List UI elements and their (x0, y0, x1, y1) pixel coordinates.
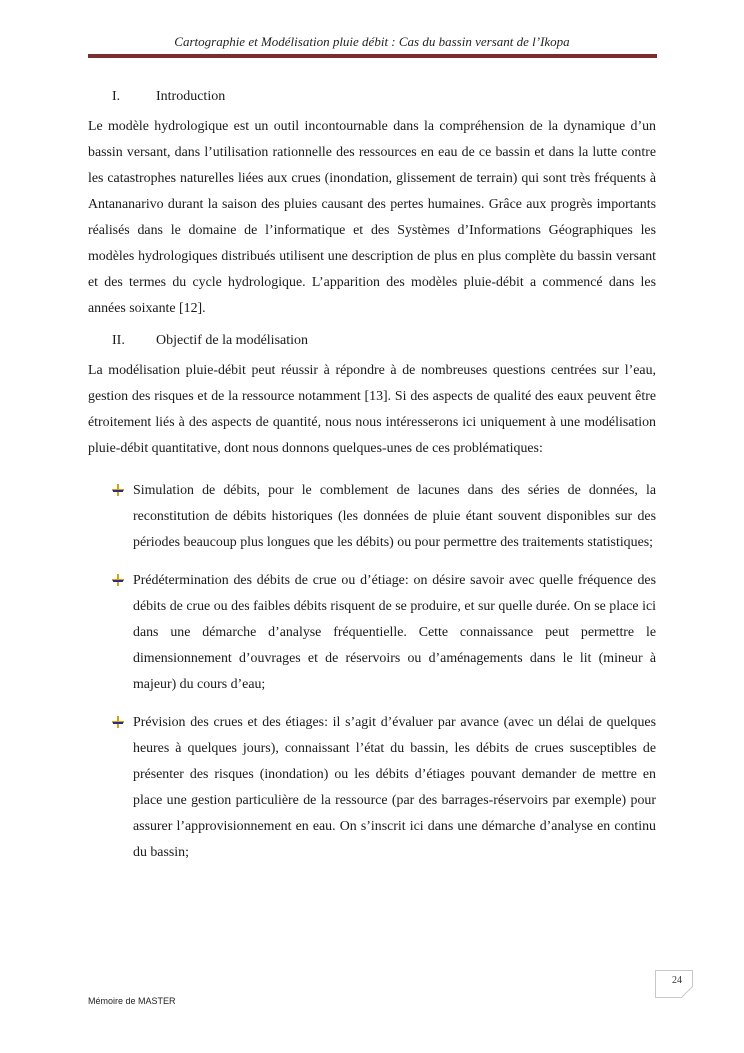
list-item (88, 478, 656, 556)
page-content (88, 86, 656, 878)
section-title: Objectif de la modélisation (156, 333, 309, 348)
section-heading-objectif (88, 330, 656, 352)
section-title: Introduction (156, 89, 226, 104)
list-item-text: Prédétermination des débits de crue ou d’étiage: on désire savoir avec quelle fréquence des débits de crue ou des faibles débits risquent de se produire, et sur quelle durée. On se place ici dans une démarche d’analyse fréquentielle. Cette connaissance peut permettre le dimensionnement d’ouvrages et de réservoirs ou d’aménagements dans le lit (mineur à majeur) du cours d’eau; (133, 573, 656, 692)
page-curl-icon (681, 986, 693, 998)
objectif-paragraph: La modélisation pluie-débit peut réussir à répondre à de nombreuses questions centrées sur l’eau, gestion des risques et de la ressource notamment [13]. Si des aspects de qualité des eaux peuvent être étroitement liés à des aspects de quantité, nous nous intéresserons ici uniquement à une modélisation pluie-débit quantitative, dont nous donnons quelques-unes de ces problématiques: (88, 363, 656, 456)
footer-label: Mémoire de MASTER (88, 996, 176, 1006)
running-header: Cartographie et Modélisation pluie débit : Cas du bassin versant de l’Ikopa (174, 34, 570, 49)
list-item-text: Simulation de débits, pour le comblement de lacunes dans des séries de données, la reconstitution de débits historiques (les données de pluie étant souvent disponibles sur des périodes beaucoup plus longues que les débits) ou pour permettre des traitements statistiques; (133, 483, 656, 550)
page-number: 24 (672, 975, 682, 986)
list-item (88, 710, 656, 866)
section-heading-introduction (88, 86, 656, 108)
cross-bullet-icon (112, 484, 124, 496)
page-number-box (655, 970, 693, 998)
list-item (88, 568, 656, 698)
list-item-text: Prévision des crues et des étiages: il s’agit d’évaluer par avance (avec un délai de quelques heures à quelques jours), connaissant l’état du bassin, les débits de crues susceptibles de présenter des risques (inondation) ou les débits d’étiages pouvant demander de mettre en place une gestion particulière de la ressource (par des barrages-réservoirs par exemple) pour assurer l’approvisionnement en eau. On s’inscrit ici dans une démarche d’analyse en continu du bassin; (133, 715, 656, 860)
introduction-paragraph: Le modèle hydrologique est un outil incontournable dans la compréhension de la dynamique d’un bassin versant, dans l’utilisation rationnelle des ressources en eau de ce bassin et dans la lutte contre les catastrophes naturelles liées aux crues (inondation, glissement de terrain) qui sont très fréquents à Antananarivo durant la saison des pluies causant des pertes humaines. Grâce aux progrès importants réalisés dans le domaine de l’informatique et des Systèmes d’Informations Géographiques les modèles hydrologiques distribués utilisent une description de plus en plus complète du bassin versant et des termes du cycle hydrologique. L’apparition des modèles pluie-débit a commencé dans les années soixante [12]. (88, 119, 656, 316)
section-number: I. (112, 89, 121, 104)
header-rule (88, 54, 657, 58)
section-number: II. (112, 333, 125, 348)
cross-bullet-icon (112, 574, 124, 586)
cross-bullet-icon (112, 716, 124, 728)
